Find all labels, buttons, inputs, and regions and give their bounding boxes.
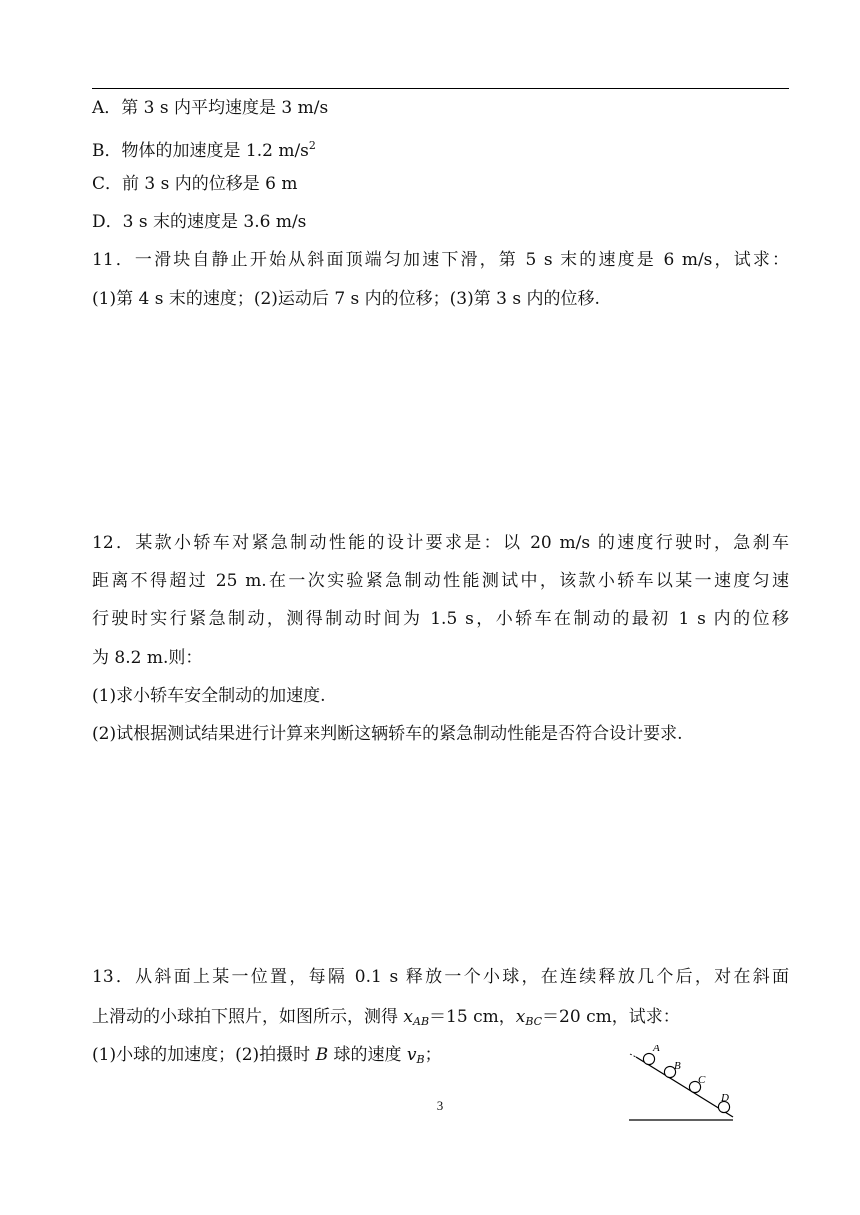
x-bc-subscript: BC <box>525 1015 543 1028</box>
label-a: A <box>653 1045 660 1054</box>
q13-line-2-text-b: ＝15 cm， <box>429 1007 516 1027</box>
q13-line-3-text-a: (1)小球的加速度；(2)拍摄时 <box>92 1045 316 1065</box>
q13-line-3-text-c: ； <box>424 1045 442 1065</box>
x-variable: x <box>403 1007 413 1027</box>
option-d: D．3 s 末的速度是 3.6 m/s <box>92 212 307 232</box>
b-variable: B <box>315 1045 329 1065</box>
label-b: B <box>674 1060 681 1072</box>
q13-line-2-text-c: ＝20 cm，试求： <box>542 1007 680 1027</box>
q12-line-5: (1)求小轿车安全制动的加速度. <box>92 686 326 706</box>
option-a: A．第 3 s 内平均速度是 3 m/s <box>92 98 329 118</box>
x-ab-subscript: AB <box>413 1015 430 1028</box>
ball-a <box>643 1053 654 1064</box>
q13-line-3 <box>92 1044 442 1071</box>
q12-line-6: (2)试根据测试结果进行计算来判断这辆轿车的紧急制动性能是否符合设计要求. <box>92 724 683 744</box>
option-b-text: B．物体的加速度是 1.2 m/s <box>92 141 309 161</box>
q13-line-3-text-b: 球的速度 <box>328 1045 407 1065</box>
v-variable: v <box>406 1045 417 1065</box>
label-d: D <box>721 1092 729 1104</box>
q13-line-2-text-a: 上滑动的小球拍下照片，如图所示，测得 <box>92 1007 404 1027</box>
q13-line-2 <box>92 1006 680 1033</box>
q11-line-2: (1)第 4 s 末的速度；(2)运动后 7 s 内的位移；(3)第 3 s 内的位移. <box>92 289 600 309</box>
q12-line-2: 距离不得超过 25 m.在一次实验紧急制动性能测试中，该款小轿车以某一速度匀速 <box>92 571 789 591</box>
x-variable-2: x <box>515 1007 526 1027</box>
q12-line-3: 行驶时实行紧急制动，测得制动时间为 1.5 s，小轿车在制动的最初 1 s 内的位移 <box>92 609 789 629</box>
header-rule <box>92 88 789 89</box>
option-c: C．前 3 s 内的位移是 6 m <box>92 174 298 194</box>
q12-line-1: 12．某款小轿车对紧急制动性能的设计要求是：以 20 m/s 的速度行驶时，急刹车 <box>92 533 789 553</box>
q12-line-4: 为 8.2 m.则： <box>92 648 203 668</box>
option-b-superscript: 2 <box>308 139 316 152</box>
q11-line-1: 11．一滑块自静止开始从斜面顶端匀加速下滑，第 5 s 末的速度是 6 m/s，试求： <box>92 250 789 270</box>
option-b <box>92 135 316 162</box>
page-number: 3 <box>436 1098 444 1113</box>
q13-line-1: 13．从斜面上某一位置，每隔 0.1 s 释放一个小球，在连续释放几个后，对在斜面 <box>92 967 789 987</box>
dashed-extension <box>630 1054 636 1057</box>
label-c: C <box>698 1074 706 1086</box>
v-b-subscript: B <box>416 1053 425 1066</box>
